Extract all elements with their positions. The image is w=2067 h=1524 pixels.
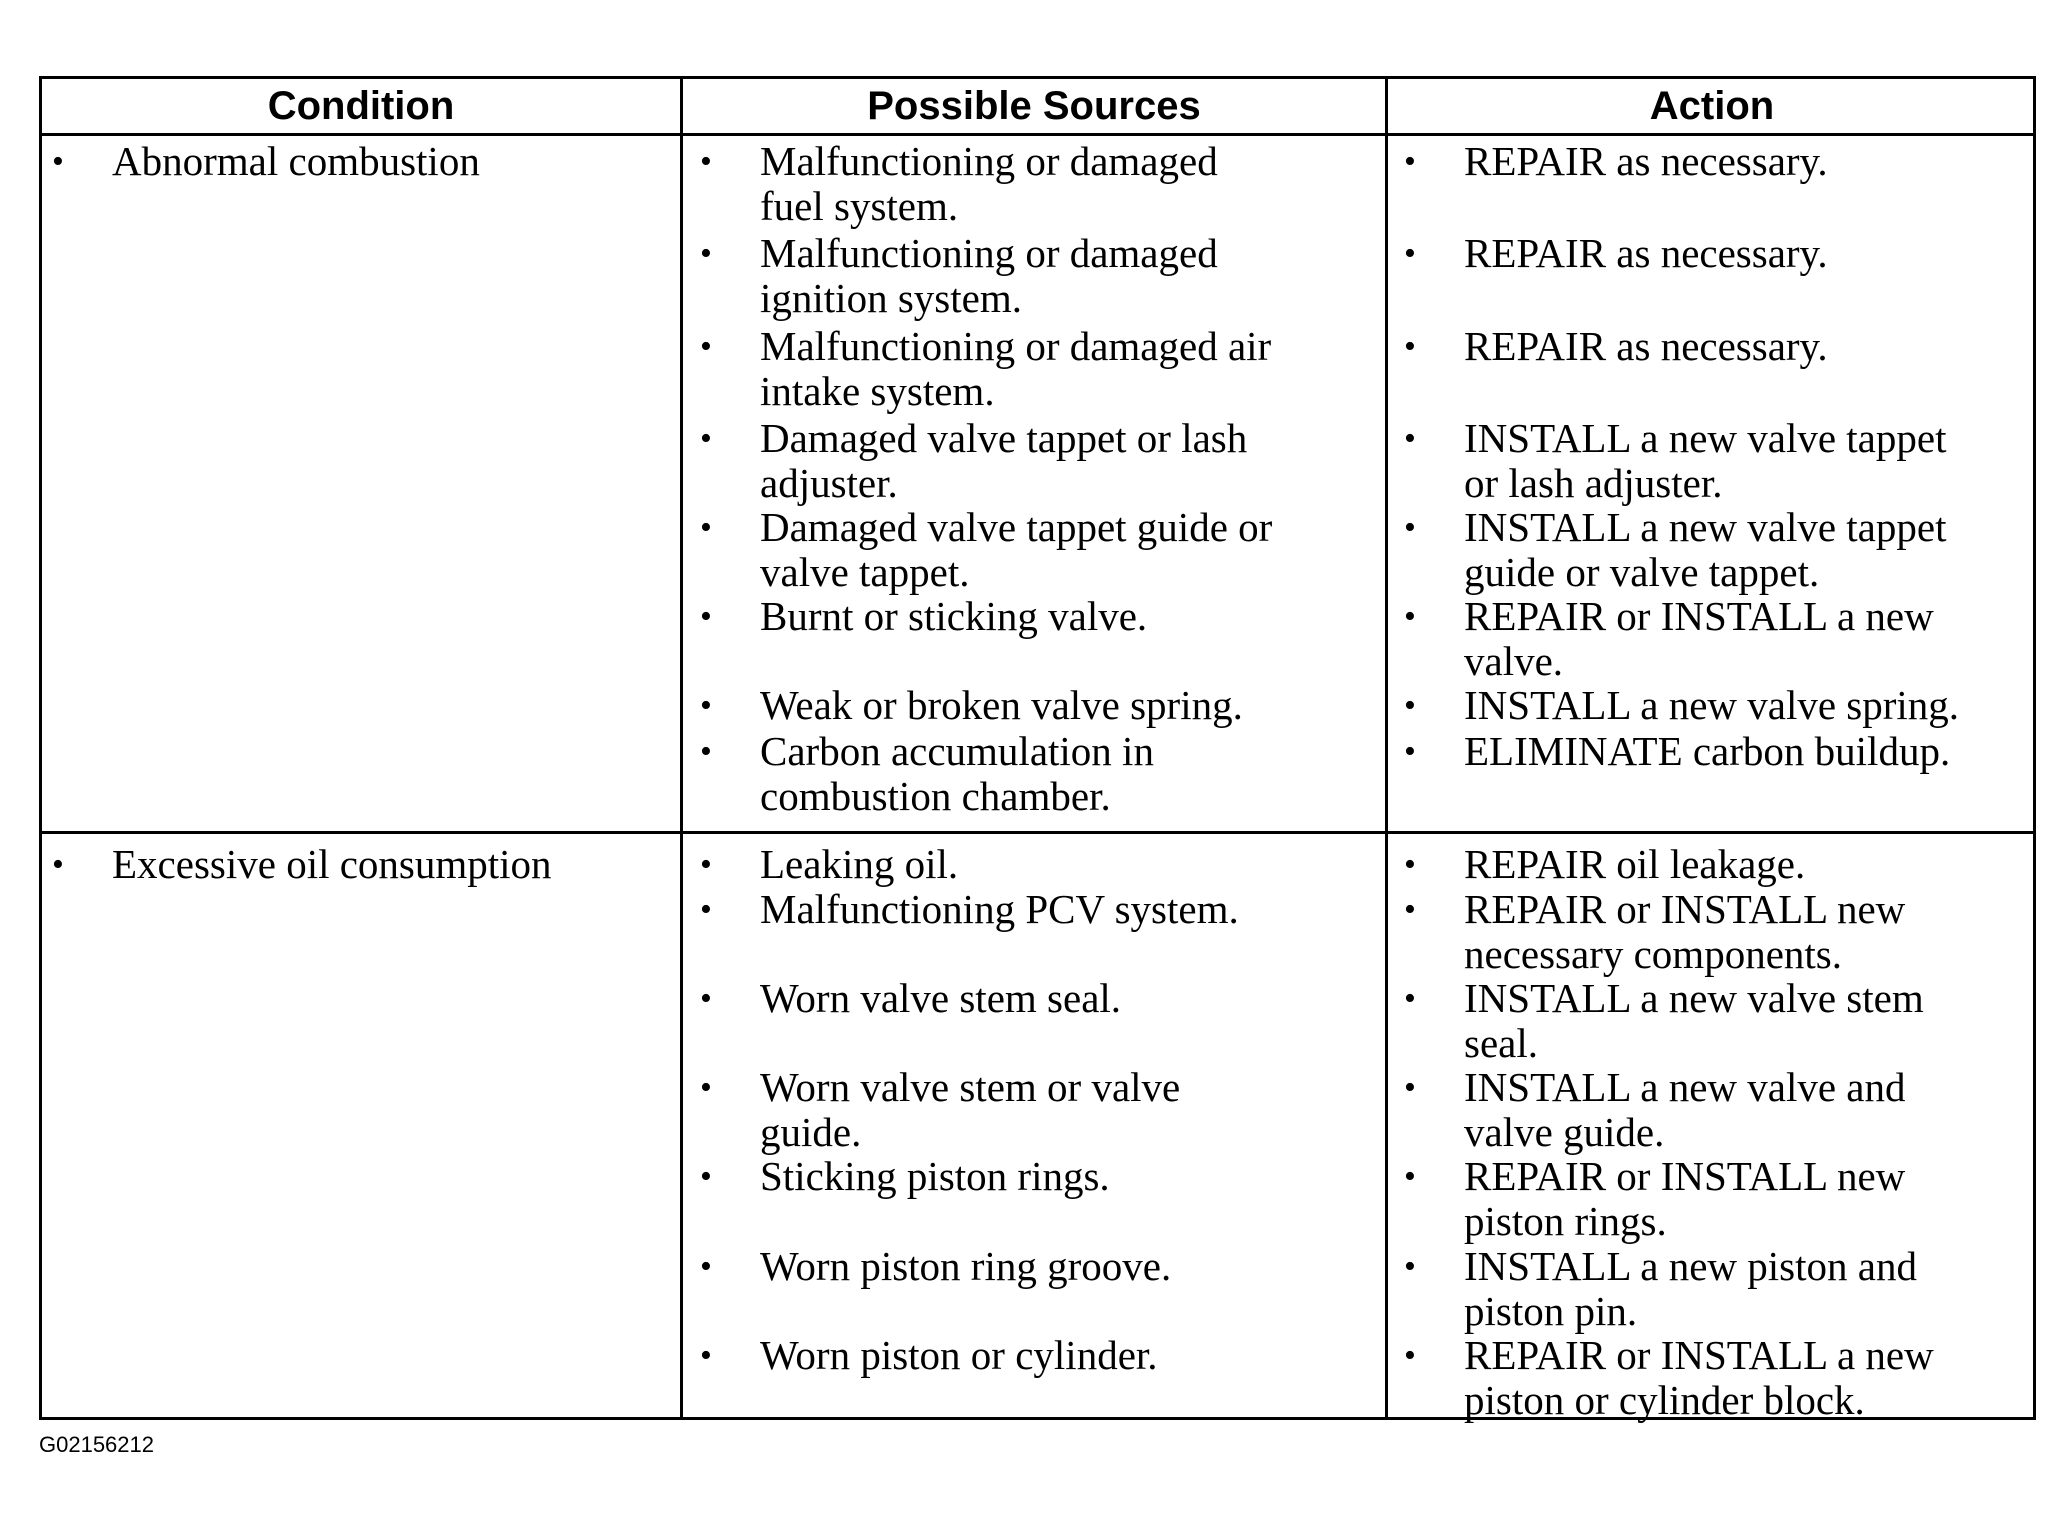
bullet-icon: • [700,235,712,272]
source-item-text: Malfunctioning or damaged air [760,323,1272,369]
action-item-text: valve. [1464,638,1564,684]
column-divider [680,79,683,1417]
condition-item-text: Excessive oil consumption [112,841,552,887]
source-item-text: guide. [760,1109,862,1155]
source-item-text: adjuster. [760,460,898,506]
source-item-text: Weak or broken valve spring. [760,682,1243,728]
source-item-text: Worn valve stem or valve [760,1064,1181,1110]
bullet-icon: • [1404,687,1416,724]
action-item-text: REPAIR or INSTALL a new [1464,593,1934,639]
bullet-icon: • [700,846,712,883]
source-item-text: Worn piston ring groove. [760,1243,1172,1289]
condition-item-text: Abnormal combustion [112,138,480,184]
bullet-icon: • [1404,846,1416,883]
source-item-text: Damaged valve tappet or lash [760,415,1248,461]
source-item-text: combustion chamber. [760,773,1111,819]
bullet-icon: • [700,1158,712,1195]
bullet-icon: • [700,891,712,928]
action-item-text: REPAIR or INSTALL a new [1464,1332,1934,1378]
source-item-text: Damaged valve tappet guide or [760,504,1273,550]
bullet-icon: • [1404,1069,1416,1106]
action-item-text: REPAIR or INSTALL new [1464,1153,1906,1199]
action-item-text: INSTALL a new valve spring. [1464,682,1960,728]
action-item-text: REPAIR or INSTALL new [1464,886,1906,932]
action-item-text: necessary components. [1464,931,1842,977]
header-divider [42,133,2033,136]
bullet-icon: • [700,328,712,365]
bullet-icon: • [1404,1337,1416,1374]
bullet-icon: • [700,733,712,770]
action-item-text: seal. [1464,1020,1538,1066]
source-item-text: Carbon accumulation in [760,728,1154,774]
bullet-icon: • [700,1337,712,1374]
action-item-text: INSTALL a new piston and [1464,1243,1917,1289]
action-item-text: or lash adjuster. [1464,460,1723,506]
source-item-text: fuel system. [760,183,959,229]
bullet-icon: • [1404,235,1416,272]
bullet-icon: • [52,846,64,883]
action-item-text: INSTALL a new valve and [1464,1064,1906,1110]
action-item-text: INSTALL a new valve tappet [1464,504,1947,550]
action-item-text: REPAIR as necessary. [1464,230,1828,276]
action-item-text: piston pin. [1464,1288,1638,1334]
action-item-text: valve guide. [1464,1109,1665,1155]
bullet-icon: • [700,598,712,635]
bullet-icon: • [700,420,712,457]
bullet-icon: • [1404,1248,1416,1285]
source-item-text: Malfunctioning or damaged [760,230,1218,276]
bullet-icon: • [700,1248,712,1285]
bullet-icon: • [1404,509,1416,546]
bullet-icon: • [700,143,712,180]
bullet-icon: • [1404,420,1416,457]
source-item-text: Worn valve stem seal. [760,975,1122,1021]
action-item-text: piston or cylinder block. [1464,1377,1865,1423]
source-item-text: intake system. [760,368,995,414]
source-item-text: ignition system. [760,275,1022,321]
source-item-text: valve tappet. [760,549,970,595]
bullet-icon: • [1404,733,1416,770]
bullet-icon: • [700,980,712,1017]
bullet-icon: • [1404,980,1416,1017]
source-item-text: Worn piston or cylinder. [760,1332,1158,1378]
bullet-icon: • [700,687,712,724]
bullet-icon: • [700,509,712,546]
bullet-icon: • [700,1069,712,1106]
source-item-text: Malfunctioning PCV system. [760,886,1239,932]
bullet-icon: • [1404,598,1416,635]
header-possible-sources: Possible Sources [867,83,1201,128]
source-item-text: Malfunctioning or damaged [760,138,1218,184]
action-item-text: REPAIR oil leakage. [1464,841,1806,887]
bullet-icon: • [1404,1158,1416,1195]
troubleshooting-table [39,76,2036,1423]
figure-id: G02156212 [39,1432,154,1457]
group-divider [42,831,2033,834]
action-item-text: REPAIR as necessary. [1464,323,1828,369]
column-divider [1385,79,1388,1417]
source-item-text: Burnt or sticking valve. [760,593,1148,639]
source-item-text: Leaking oil. [760,841,959,887]
header-condition: Condition [267,83,455,128]
action-item-text: piston rings. [1464,1198,1667,1244]
bullet-icon: • [1404,328,1416,365]
bullet-icon: • [1404,891,1416,928]
bullet-icon: • [52,143,64,180]
action-item-text: INSTALL a new valve tappet [1464,415,1947,461]
bullet-icon: • [1404,143,1416,180]
source-item-text: Sticking piston rings. [760,1153,1110,1199]
action-item-text: REPAIR as necessary. [1464,138,1828,184]
action-item-text: ELIMINATE carbon buildup. [1464,728,1951,774]
action-item-text: guide or valve tappet. [1464,549,1820,595]
header-action: Action [1649,83,1775,128]
action-item-text: INSTALL a new valve stem [1464,975,1924,1021]
